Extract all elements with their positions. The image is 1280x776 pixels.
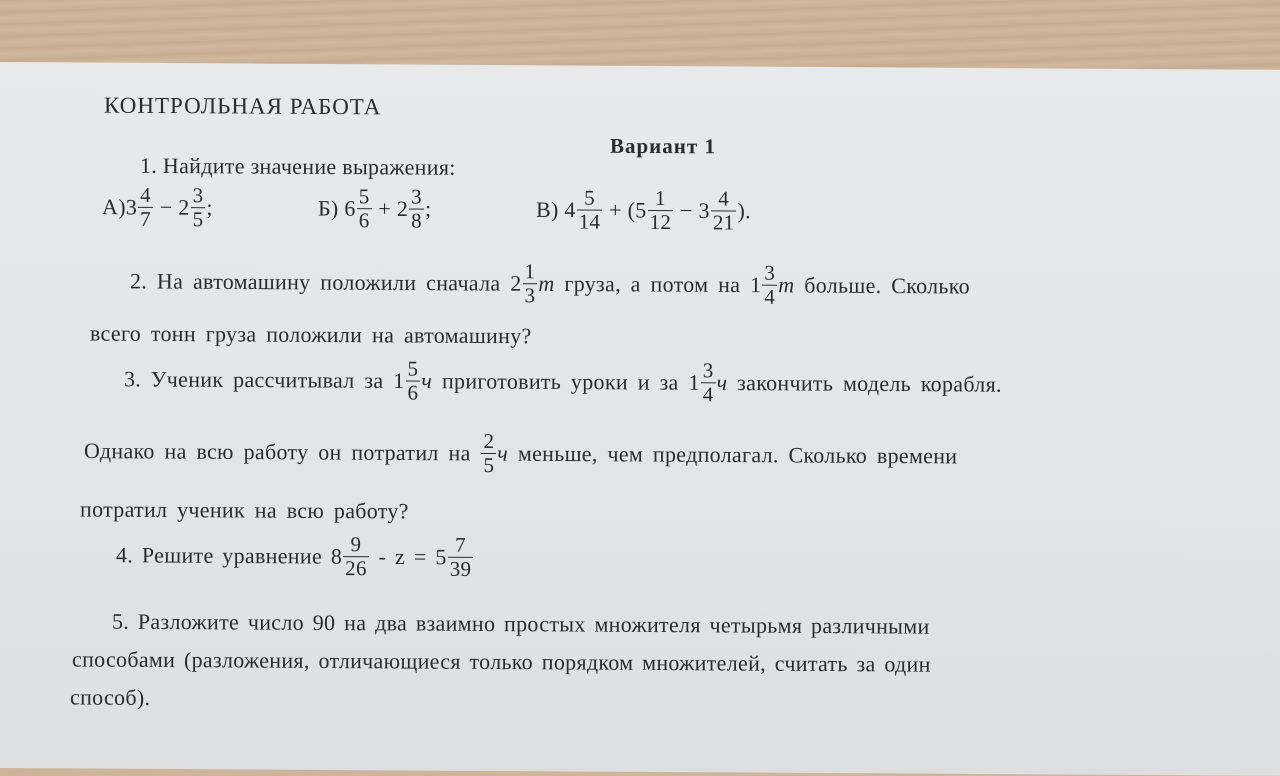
fraction: $\frac{3}{8}$ — [411, 184, 422, 233]
task3-line2 — [84, 428, 958, 481]
fraction: $\frac{9}{26}$ — [345, 532, 367, 581]
text: меньше, чем предполагал. Сколько времени — [517, 440, 958, 469]
text: 4. Решите уравнение — [116, 542, 323, 569]
task1-b-label: Б) — [318, 195, 339, 221]
whole-number: 1 — [393, 367, 405, 394]
fraction: $\frac{1}{3}$ — [524, 259, 536, 308]
task3-line1 — [124, 356, 1002, 409]
task5-line2: способами (разложения, отличающиеся только порядком множителей, считать за один — [72, 646, 931, 677]
whole-number: 4 — [564, 196, 576, 223]
whole-number: 8 — [330, 543, 343, 569]
punctuation: ). — [737, 198, 751, 224]
task1-item-c — [536, 185, 751, 235]
fraction: $\frac{3}{4}$ — [764, 260, 776, 309]
text: груза, а потом на — [564, 270, 741, 298]
task1-a-label: А) — [102, 194, 126, 220]
text: приготовить уроки и за — [441, 368, 679, 395]
fraction: $\frac{3}{5}$ — [192, 183, 204, 232]
whole-number: 1 — [750, 272, 762, 298]
whole-number: 2 — [178, 194, 190, 220]
operator: − — [159, 194, 173, 220]
whole-number: 5 — [435, 544, 447, 570]
whole-number: 3 — [125, 194, 138, 220]
unit: ч — [421, 368, 433, 394]
whole-number: 2 — [510, 270, 522, 296]
operator: − 3 — [680, 197, 710, 223]
fraction: $\frac{4}{7}$ — [140, 182, 151, 231]
operator: + (5 — [609, 197, 647, 223]
text: больше. Сколько — [804, 272, 970, 299]
unit: т — [778, 272, 795, 298]
text: 3. Ученик рассчитывал за — [124, 366, 384, 393]
task1-prompt: 1. Найдите значение выражения: — [140, 152, 456, 180]
text: Однако на всю работу он потратил на — [84, 438, 471, 466]
fraction: $\frac{5}{6}$ — [358, 184, 370, 233]
task1-item-b — [318, 184, 432, 234]
punctuation: ; — [424, 196, 432, 222]
task2-line1 — [130, 261, 970, 311]
fraction: $\frac{1}{12}$ — [649, 186, 672, 235]
whole-number: 2 — [396, 195, 409, 222]
fraction: $\frac{5}{14}$ — [578, 185, 601, 234]
punctuation: ; — [206, 194, 213, 220]
task3-line3: потратил ученик на всю работу? — [80, 496, 409, 524]
task2-line2: всего тонн груза положили на автомашину? — [90, 320, 532, 349]
worksheet-paper — [0, 62, 1280, 776]
task1-item-a — [102, 182, 213, 233]
unit: ч — [497, 440, 509, 466]
fraction: $\frac{4}{21}$ — [712, 186, 735, 235]
fraction: $\frac{2}{5}$ — [483, 428, 495, 478]
fraction: $\frac{7}{39}$ — [449, 532, 472, 581]
task4-line — [116, 532, 474, 582]
unit: ч — [716, 369, 728, 395]
whole-number: 1 — [688, 369, 700, 395]
operator: + — [378, 195, 392, 221]
operator: - z = — [378, 543, 427, 570]
text: 2. На автомашину положили сначала — [130, 268, 501, 296]
task5-line3: способ). — [70, 684, 151, 710]
page-title: КОНТРОЛЬНАЯ РАБОТА — [104, 92, 382, 120]
whole-number: 6 — [344, 195, 356, 221]
fraction: $\frac{3}{4}$ — [702, 358, 714, 407]
task1-c-label: В) — [536, 196, 559, 222]
text: закончить модель корабля. — [737, 370, 1002, 397]
unit: т — [538, 270, 555, 296]
variant-label: Вариант 1 — [610, 133, 716, 159]
task5-line1: 5. Разложите число 90 на два взаимно простых множителя четырьмя различными — [112, 608, 930, 639]
fraction: $\frac{5}{6}$ — [407, 356, 419, 405]
